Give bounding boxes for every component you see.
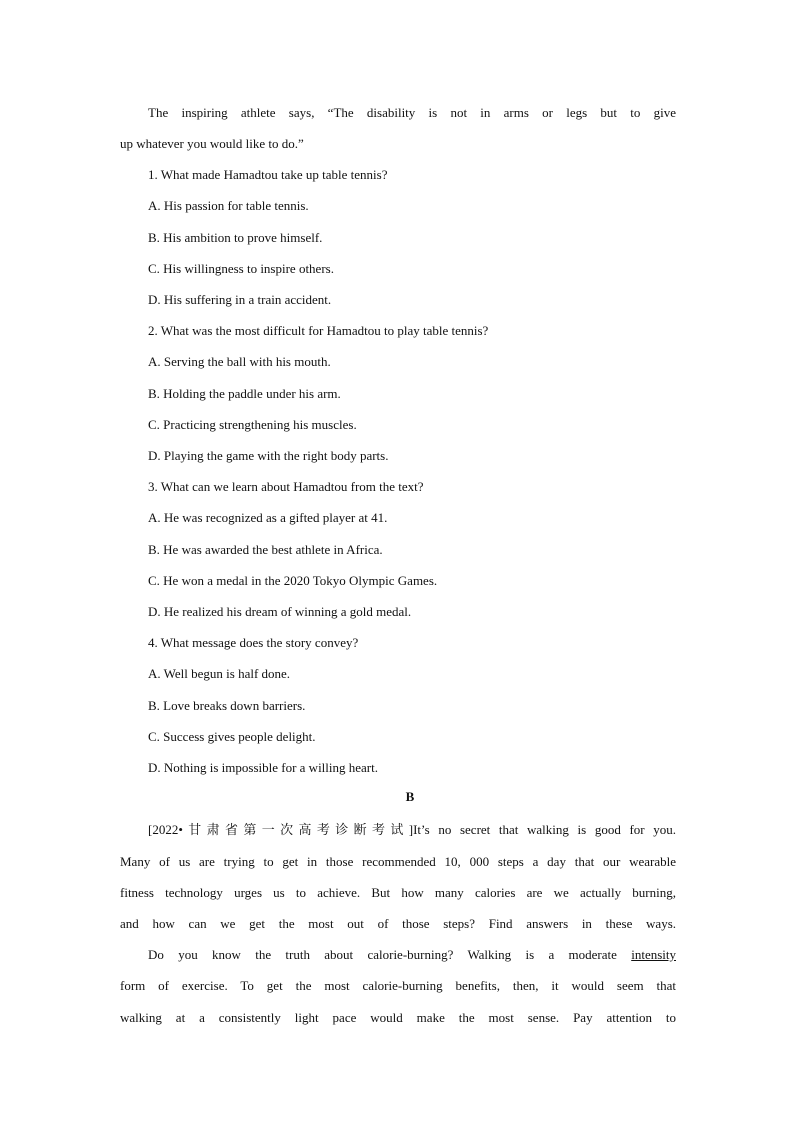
paragraph-line — [148, 945, 676, 965]
passage-a-line: The inspiring athlete says, “The disability is not in arms or legs but to give — [148, 105, 676, 120]
answer-option: B. Love breaks down barriers. — [148, 698, 306, 713]
answer-option: D. His suffering in a train accident. — [148, 292, 332, 307]
answer-option: C. Success gives people delight. — [148, 729, 316, 744]
answer-option: B. His ambition to prove himself. — [148, 230, 323, 245]
question-stem: 2. What was the most difficult for Hamadtou to play table tennis? — [148, 323, 489, 338]
answer-option: A. Well begun is half done. — [148, 666, 291, 681]
paragraph-text: Do you know the truth about calorie-burning? Walking is a moderate — [148, 947, 617, 962]
paragraph-line: and how can we get the most out of those steps? Find answers in these ways. — [120, 916, 676, 931]
answer-option: A. His passion for table tennis. — [148, 198, 309, 213]
answer-option: B. He was awarded the best athlete in Africa. — [148, 542, 383, 557]
section-heading: B — [405, 789, 415, 804]
passage-a-line: up whatever you would like to do.” — [120, 136, 304, 151]
question-stem: 1. What made Hamadtou take up table tennis? — [148, 167, 388, 182]
paragraph-line: [2022•甘肃省第一次高考诊断考试]It’s no secret that walking is good for you. — [148, 822, 676, 837]
paragraph-line: form of exercise. To get the most calorie-burning benefits, then, it would seem that — [120, 978, 676, 993]
answer-option: C. He won a medal in the 2020 Tokyo Olympic Games. — [148, 573, 438, 588]
answer-option: D. Playing the game with the right body parts. — [148, 448, 389, 463]
question-stem: 3. What can we learn about Hamadtou from the text? — [148, 479, 424, 494]
answer-option: D. Nothing is impossible for a willing heart. — [148, 760, 379, 775]
paragraph-line: fitness technology urges us to achieve. But how many calories are we actually burning, — [120, 885, 676, 900]
answer-option: B. Holding the paddle under his arm. — [148, 386, 341, 401]
paragraph-line: walking at a consistently light pace would make the most sense. Pay attention to — [120, 1010, 676, 1025]
underlined-word: intensity — [631, 947, 676, 962]
answer-option: A. Serving the ball with his mouth. — [148, 354, 331, 369]
answer-option: C. Practicing strengthening his muscles. — [148, 417, 357, 432]
answer-option: A. He was recognized as a gifted player at 41. — [148, 510, 388, 525]
answer-option: D. He realized his dream of winning a gold medal. — [148, 604, 412, 619]
paragraph-line: Many of us are trying to get in those recommended 10, 000 steps a day that our wearable — [120, 854, 676, 869]
answer-option: C. His willingness to inspire others. — [148, 261, 334, 276]
question-stem: 4. What message does the story convey? — [148, 635, 359, 650]
